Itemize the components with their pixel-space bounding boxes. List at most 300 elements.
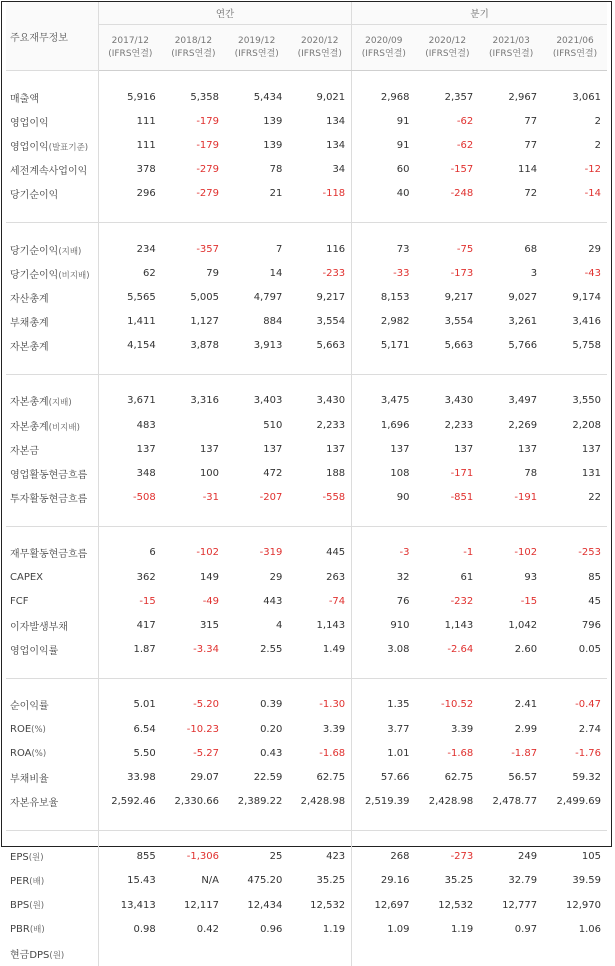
value-cell: -15: [520, 595, 538, 607]
value-cell: -74: [328, 595, 346, 607]
value-cell: 0.97: [514, 923, 538, 935]
value-cell: 2,233: [444, 419, 474, 431]
row-label-text: 부채비율: [10, 773, 49, 785]
value-cell: 3,671: [98, 389, 161, 413]
value-cell: 9,217: [444, 291, 474, 303]
row-label-text: 자본총계: [10, 421, 49, 433]
row-label: [6, 334, 98, 358]
value-cell: 91: [352, 109, 416, 133]
row-label: [6, 717, 98, 741]
value-cell: 3,475: [352, 389, 416, 413]
value-cell: 137: [352, 437, 416, 461]
value-cell: 796: [581, 619, 601, 631]
period-date: 2018/12: [174, 35, 213, 46]
row-label-text: 세전계속사업이익: [10, 166, 88, 178]
row-label-text: 자산총계: [10, 293, 49, 305]
period-basis: (IFRS연결): [297, 48, 342, 59]
row-label-text: 투자활동현금흐름: [10, 494, 88, 506]
value-cell: 137: [263, 443, 283, 455]
value-cell: 79: [206, 267, 220, 279]
row-label: [6, 109, 98, 133]
value-cell: 76: [352, 589, 416, 613]
value-cell: 1,411: [98, 310, 161, 334]
row-label: [6, 638, 98, 662]
value-cell: 1,696: [352, 413, 416, 437]
value-cell: 348: [98, 461, 161, 485]
value-cell: 139: [263, 139, 283, 151]
value-cell: 263: [326, 571, 346, 583]
value-cell: 234: [98, 237, 161, 261]
value-cell: 7: [275, 243, 283, 255]
row-label-text: 당기순이익: [10, 245, 59, 257]
value-cell: 12,970: [566, 899, 601, 911]
value-cell: 1,042: [508, 619, 538, 631]
period-basis: (IFRS연결): [171, 48, 216, 59]
value-cell: 315: [199, 619, 220, 631]
value-cell: 3,403: [253, 395, 283, 407]
value-cell: 5,358: [190, 91, 220, 103]
row-label-text: 현금DPS: [10, 950, 50, 962]
value-cell: 0.42: [196, 923, 220, 935]
value-cell: -5.27: [193, 747, 220, 759]
table-row: [6, 893, 607, 917]
table-row: [6, 869, 607, 893]
value-cell: 15.43: [98, 869, 161, 893]
table-row: [6, 613, 607, 637]
row-label-text: FCF: [10, 595, 29, 607]
value-cell: 134: [326, 139, 346, 151]
financial-summary-panel: [1, 1, 612, 962]
value-cell: [288, 941, 351, 965]
period-date: 2017/12: [111, 35, 150, 46]
table-row: [6, 790, 607, 814]
value-cell: 5,663: [316, 340, 346, 352]
value-cell: 3.77: [352, 717, 416, 741]
value-cell: 131: [581, 468, 601, 480]
value-cell: 3,878: [190, 340, 220, 352]
value-cell: 3,554: [316, 316, 346, 328]
row-label: [6, 285, 98, 309]
table-row: [6, 541, 607, 565]
value-cell: [225, 941, 288, 965]
value-cell: -14: [584, 188, 601, 200]
value-cell: 21: [269, 188, 283, 200]
table-row: [6, 261, 607, 285]
row-label: [6, 237, 98, 261]
value-cell: 472: [263, 468, 283, 480]
value-cell: 22.59: [253, 771, 283, 783]
value-cell: [415, 941, 479, 965]
value-cell: -49: [202, 595, 220, 607]
value-cell: -3: [352, 541, 416, 565]
value-cell: 2,478.77: [492, 796, 538, 808]
value-cell: 3,430: [444, 395, 474, 407]
value-cell: 2,389.22: [237, 796, 283, 808]
value-cell: 3,550: [572, 395, 601, 407]
value-cell: -10.23: [186, 723, 220, 735]
row-label: [6, 158, 98, 182]
row-label: [6, 613, 98, 637]
row-label-text: 자본유보율: [10, 798, 59, 810]
value-cell: 2,519.39: [352, 790, 416, 814]
value-cell: 1.49: [322, 644, 346, 656]
value-cell: 378: [98, 158, 161, 182]
value-cell: -118: [322, 188, 346, 200]
table-row: [6, 461, 607, 485]
row-label-text: 매출액: [10, 93, 39, 105]
value-cell: 3,554: [444, 316, 474, 328]
value-cell: 33.98: [98, 765, 161, 789]
value-cell: 2,357: [444, 91, 474, 103]
row-label-unit: (배): [29, 876, 45, 887]
value-cell: -357: [196, 243, 220, 255]
value-cell: -157: [450, 164, 474, 176]
value-cell: 14: [269, 267, 283, 279]
value-cell: 9,021: [316, 91, 346, 103]
row-label-text: 순이익률: [10, 701, 49, 713]
row-label: [6, 589, 98, 613]
value-cell: 2,982: [352, 310, 416, 334]
value-cell: 3.08: [352, 638, 416, 662]
row-label-text: CAPEX: [10, 571, 44, 583]
value-cell: 855: [98, 845, 161, 869]
value-cell: -171: [450, 468, 474, 480]
value-cell: 2,330.66: [174, 796, 220, 808]
table-row: [6, 437, 607, 461]
value-cell: -253: [578, 547, 601, 559]
value-cell: 8,153: [352, 285, 416, 309]
value-cell: 2.41: [514, 699, 538, 711]
value-cell: 134: [326, 115, 346, 127]
value-cell: [352, 941, 416, 965]
value-cell: -207: [259, 492, 283, 504]
row-label-text: 자본금: [10, 445, 39, 457]
value-cell: 417: [98, 613, 161, 637]
value-cell: 25: [269, 851, 283, 863]
value-cell: 60: [352, 158, 416, 182]
value-cell: [543, 941, 607, 965]
period-basis: (IFRS연결): [234, 48, 279, 59]
value-cell: 268: [352, 845, 416, 869]
value-cell: 1.01: [352, 741, 416, 765]
value-cell: -279: [196, 164, 220, 176]
value-cell: 1,127: [190, 316, 220, 328]
value-cell: 910: [352, 613, 416, 637]
value-cell: 22: [588, 492, 601, 504]
value-cell: 5,758: [572, 340, 601, 352]
value-cell: 3,261: [508, 316, 538, 328]
value-cell: 445: [326, 547, 346, 559]
table-row: [6, 717, 607, 741]
row-label-unit: (원): [49, 951, 65, 962]
row-label-text: 당기순이익: [10, 269, 59, 281]
value-cell: -232: [450, 595, 474, 607]
value-cell: 108: [352, 461, 416, 485]
value-cell: -1.30: [319, 699, 346, 711]
row-label: [6, 541, 98, 565]
table-row: [6, 310, 607, 334]
row-label-text: 당기순이익: [10, 190, 59, 202]
value-cell: 510: [263, 419, 283, 431]
value-cell: [98, 941, 161, 965]
row-label: [6, 741, 98, 765]
row-label-unit: (비지배): [58, 270, 90, 281]
value-cell: 9,217: [316, 291, 346, 303]
value-cell: -33: [352, 261, 416, 285]
value-cell: 9,027: [508, 291, 538, 303]
table-corner-label: 주요재무정보: [6, 2, 98, 71]
value-cell: -1.68: [447, 747, 474, 759]
value-cell: 149: [199, 571, 220, 583]
value-cell: 3,316: [190, 395, 220, 407]
table-row: [6, 486, 607, 510]
period-header: [98, 25, 161, 71]
value-cell: 12,697: [352, 893, 416, 917]
table-row: [6, 941, 607, 965]
table-row: [6, 693, 607, 717]
value-cell: -233: [322, 267, 346, 279]
value-cell: 137: [454, 443, 474, 455]
value-cell: -1.76: [575, 747, 601, 759]
value-cell: -12: [584, 164, 601, 176]
row-label: [6, 413, 98, 437]
table-row: [6, 85, 607, 109]
row-label-text: 영업활동현금흐름: [10, 470, 88, 482]
value-cell: 56.57: [508, 771, 538, 783]
value-cell: 77: [524, 115, 538, 127]
row-label-unit: (원): [29, 901, 45, 912]
value-cell: 3,416: [572, 316, 601, 328]
value-cell: 40: [352, 182, 416, 206]
table-row: [6, 389, 607, 413]
value-cell: 12,532: [310, 899, 346, 911]
value-cell: -15: [98, 589, 161, 613]
period-date: 2019/12: [237, 35, 276, 46]
value-cell: 2,428.98: [428, 796, 474, 808]
row-label-text: 영업이익: [10, 117, 49, 129]
row-label-text: EPS: [10, 851, 29, 863]
value-cell: 45: [588, 595, 601, 607]
value-cell: 884: [263, 316, 283, 328]
value-cell: 188: [326, 468, 346, 480]
value-cell: 423: [326, 851, 346, 863]
row-label: [6, 845, 98, 869]
value-cell: -179: [196, 115, 220, 127]
value-cell: 3,497: [508, 395, 538, 407]
quarter-header: 분기: [352, 2, 607, 25]
value-cell: 32: [352, 565, 416, 589]
row-label-unit: (%): [31, 724, 46, 735]
value-cell: -1.68: [319, 747, 346, 759]
value-cell: 2,269: [508, 419, 538, 431]
value-cell: 77: [524, 139, 538, 151]
value-cell: 6: [98, 541, 161, 565]
financial-table: [6, 2, 607, 966]
value-cell: 68: [524, 243, 538, 255]
period-header: [352, 25, 416, 71]
period-header: [288, 25, 351, 71]
row-label-text: PER: [10, 875, 30, 887]
value-cell: 137: [581, 443, 601, 455]
period-date: 2021/03: [492, 35, 530, 46]
value-cell: -191: [514, 492, 538, 504]
period-header: [225, 25, 288, 71]
value-cell: 12,532: [438, 899, 474, 911]
value-cell: 0.98: [98, 917, 161, 941]
value-cell: -102: [514, 547, 538, 559]
row-label: [6, 565, 98, 589]
value-cell: 12,777: [502, 899, 538, 911]
value-cell: 114: [517, 164, 538, 176]
row-label: [6, 310, 98, 334]
value-cell: -102: [196, 547, 220, 559]
row-label-text: ROE: [10, 723, 32, 735]
value-cell: 78: [524, 468, 538, 480]
row-label-unit: (%): [31, 748, 47, 759]
row-label: [6, 790, 98, 814]
value-cell: 5,565: [98, 285, 161, 309]
row-label-text: 자본총계: [10, 397, 49, 409]
value-cell: 0.20: [260, 723, 283, 735]
period-header: [162, 25, 225, 71]
table-row: [6, 334, 607, 358]
row-label-text: BPS: [10, 900, 30, 912]
table-row: [6, 133, 607, 157]
row-label-text: 영업이익률: [10, 646, 59, 658]
value-cell: 29.16: [352, 869, 416, 893]
value-cell: 0.43: [260, 747, 283, 759]
table-row: [6, 845, 607, 869]
value-cell: -179: [196, 139, 220, 151]
value-cell: 5,663: [444, 340, 474, 352]
value-cell: -1,306: [186, 851, 220, 863]
table-row: [6, 589, 607, 613]
value-cell: 105: [581, 851, 601, 863]
row-label-text: 자본총계: [10, 342, 49, 354]
table-row: [6, 237, 607, 261]
value-cell: 2,428.98: [300, 796, 346, 808]
value-cell: 2.55: [260, 644, 283, 656]
value-cell: [162, 941, 225, 965]
value-cell: 111: [98, 133, 161, 157]
value-cell: 29: [269, 571, 283, 583]
value-cell: 2.60: [514, 644, 538, 656]
value-cell: 4,797: [253, 291, 283, 303]
value-cell: 0.05: [578, 644, 601, 656]
value-cell: 362: [98, 565, 161, 589]
table-row: [6, 638, 607, 662]
value-cell: -279: [196, 188, 220, 200]
value-cell: 1.09: [352, 917, 416, 941]
value-cell: 29: [588, 243, 601, 255]
value-cell: -43: [584, 267, 601, 279]
period-header: [543, 25, 607, 71]
value-cell: 13,413: [98, 893, 161, 917]
row-label-text: 영업이익: [10, 141, 49, 153]
value-cell: 61: [460, 571, 474, 583]
row-label: [6, 869, 98, 893]
value-cell: 57.66: [352, 765, 416, 789]
value-cell: N/A: [201, 875, 220, 887]
value-cell: 2: [594, 115, 601, 127]
value-cell: 5.01: [98, 693, 161, 717]
period-date: 2021/06: [556, 35, 594, 46]
value-cell: 137: [98, 437, 161, 461]
table-row: [6, 413, 607, 437]
value-cell: 4,154: [98, 334, 161, 358]
table-row: [6, 285, 607, 309]
row-label: [6, 893, 98, 917]
value-cell: -1: [463, 547, 474, 559]
value-cell: 62.75: [444, 771, 474, 783]
value-cell: -5.20: [193, 699, 220, 711]
value-cell: 1.19: [451, 923, 474, 935]
row-label: [6, 941, 98, 965]
value-cell: 100: [199, 468, 220, 480]
value-cell: 1.19: [322, 923, 346, 935]
table-row: [6, 741, 607, 765]
value-cell: -319: [259, 547, 283, 559]
value-cell: -62: [456, 139, 474, 151]
table-row: [6, 565, 607, 589]
value-cell: 1,143: [316, 619, 346, 631]
row-label: [6, 85, 98, 109]
value-cell: 91: [352, 133, 416, 157]
value-cell: 12,434: [247, 899, 283, 911]
value-cell: 137: [517, 443, 538, 455]
row-label-unit: (원): [28, 852, 44, 863]
row-label-text: PBR: [10, 924, 30, 936]
value-cell: 29.07: [190, 771, 220, 783]
value-cell: -31: [202, 492, 220, 504]
value-cell: 73: [352, 237, 416, 261]
value-cell: 2.99: [514, 723, 538, 735]
value-cell: 1.06: [578, 923, 601, 935]
value-cell: 3,913: [253, 340, 283, 352]
row-label-unit: (발표기준): [48, 142, 89, 153]
value-cell: 1.35: [352, 693, 416, 717]
value-cell: -75: [456, 243, 474, 255]
value-cell: 2,499.69: [556, 796, 601, 808]
value-cell: -851: [450, 492, 474, 504]
row-label-text: 이자발생부채: [10, 621, 68, 633]
value-cell: 5,171: [352, 334, 416, 358]
row-label: [6, 486, 98, 510]
value-cell: 249: [517, 851, 538, 863]
row-label: [6, 261, 98, 285]
row-label: [6, 437, 98, 461]
value-cell: 93: [524, 571, 538, 583]
value-cell: 3.39: [451, 723, 474, 735]
value-cell: 2,233: [316, 419, 346, 431]
value-cell: 59.32: [572, 771, 601, 783]
value-cell: 111: [98, 109, 161, 133]
value-cell: 116: [326, 243, 346, 255]
table-row: [6, 917, 607, 941]
value-cell: -173: [450, 267, 474, 279]
value-cell: 2,592.46: [98, 790, 161, 814]
period-basis: (IFRS연결): [552, 48, 598, 59]
value-cell: 0.96: [260, 923, 283, 935]
period-date: 2020/12: [428, 35, 467, 46]
value-cell: 2.74: [578, 723, 601, 735]
value-cell: 1,143: [444, 619, 474, 631]
value-cell: 2,967: [508, 91, 538, 103]
row-label: [6, 133, 98, 157]
value-cell: 475.20: [247, 875, 283, 887]
row-label: [6, 389, 98, 413]
value-cell: 62.75: [316, 771, 346, 783]
